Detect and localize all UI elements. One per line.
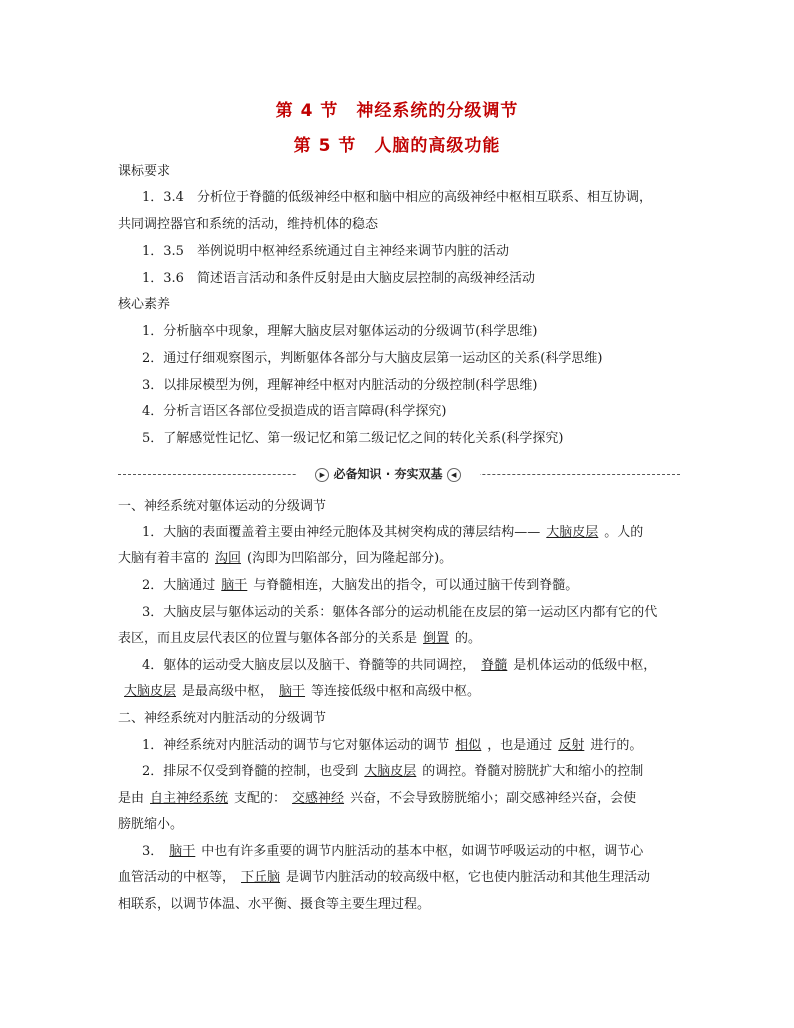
requirement-item: 共同调控器官和系统的活动，维持机体的稳态	[118, 217, 379, 232]
requirement-item: 1．3.4 分析位于脊髓的低级神经中枢和脑中相应的高级神经中枢相互联系、相互协调，	[142, 190, 652, 205]
paragraph-line: 相联系，以调节体温、水平衡、摄食等主要生理过程。	[118, 897, 431, 912]
paragraph-line: 血管活动的中枢等， 下丘脑 是调节内脏活动的较高级中枢，它也使内脏活动和其他生理活动	[118, 870, 651, 885]
blank-answer: 倒置	[423, 631, 450, 646]
part2-heading: 二、神经系统对内脏活动的分级调节	[118, 711, 327, 726]
banner-text: 必备知识 · 夯实双基	[333, 467, 443, 481]
blank-answer: 脑干	[169, 844, 196, 859]
section-5-name: 人脑的高级功能	[374, 136, 501, 156]
requirement-item: 1．3.6 简述语言活动和条件反射是由大脑皮层控制的高级神经活动	[142, 271, 535, 286]
paragraph-line: 大脑有着丰富的 沟回 (沟即为凹陷部分，回为隆起部分)。	[118, 551, 453, 566]
blank-answer: 大脑皮层	[124, 684, 177, 699]
part1-heading: 一、神经系统对躯体运动的分级调节	[118, 499, 327, 514]
literacy-item: 3．以排尿模型为例，理解神经中枢对内脏活动的分级控制(科学思维)	[142, 378, 538, 393]
paragraph-line: 3． 脑干 中也有许多重要的调节内脏活动的基本中枢，如调节呼吸运动的中枢，调节心	[142, 844, 644, 859]
requirement-item: 1．3.5 举例说明中枢神经系统通过自主神经来调节内脏的活动	[142, 244, 509, 259]
knowledge-banner	[296, 463, 480, 485]
paragraph-line: 3．大脑皮层与躯体运动的关系：躯体各部分的运动机能在皮层的第一运动区内都有它的代	[142, 605, 658, 620]
blank-answer: 脑干	[221, 578, 248, 593]
paragraph-line: 4．躯体的运动受大脑皮层以及脑干、脊髓等的共同调控， 脊髓 是机体运动的低级中枢，	[142, 658, 657, 673]
requirements-label: 课标要求	[118, 164, 171, 179]
paragraph-line: 膀胱缩小。	[118, 817, 184, 832]
literacy-item: 4．分析言语区各部位受损造成的语言障碍(科学探究)	[142, 404, 447, 419]
section-5-number: 第 5 节	[293, 136, 357, 156]
paragraph-line: 表区，而且皮层代表区的位置与躯体各部分的关系是 倒置 的。	[118, 631, 482, 646]
section-4-title	[0, 96, 794, 121]
arrow-right-circle-icon: ▶	[315, 468, 329, 482]
paragraph-line: 2．大脑通过 脑干 与脊髓相连，大脑发出的指令，可以通过脑干传到脊髓。	[142, 578, 579, 593]
paragraph-line: 大脑皮层 是最高级中枢， 脑干 等连接低级中枢和高级中枢。	[118, 683, 678, 701]
literacy-item: 1．分析脑卒中现象，理解大脑皮层对躯体运动的分级调节(科学思维)	[142, 324, 538, 339]
blank-answer: 脊髓	[481, 658, 508, 673]
blank-answer: 大脑皮层	[364, 764, 417, 779]
blank-answer: 自主神经系统	[150, 791, 229, 806]
blank-answer: 反射	[558, 738, 585, 753]
blank-answer: 沟回	[215, 551, 242, 566]
literacy-label: 核心素养	[118, 297, 171, 312]
blank-answer: 脑干	[279, 684, 306, 699]
blank-answer: 下丘脑	[241, 870, 281, 885]
arrow-left-circle-icon: ◀	[447, 468, 461, 482]
literacy-item: 5．了解感觉性记忆、第一级记忆和第二级记忆之间的转化关系(科学探究)	[142, 431, 564, 446]
blank-answer: 相似	[455, 738, 482, 753]
blank-answer: 大脑皮层	[546, 525, 599, 540]
paragraph-line: 1．神经系统对内脏活动的调节与它对躯体运动的调节 相似 ，也是通过 反射 进行的。	[142, 738, 643, 753]
blank-answer: 交感神经	[292, 791, 345, 806]
paragraph-line: 是由 自主神经系统 支配的： 交感神经 兴奋，不会导致膀胱缩小；副交感神经兴奋，会使	[118, 791, 637, 806]
section-4-number: 第 4 节	[275, 101, 339, 121]
literacy-item: 2．通过仔细观察图示，判断躯体各部分与大脑皮层第一运动区的关系(科学思维)	[142, 351, 603, 366]
section-4-name: 神经系统的分级调节	[356, 101, 519, 121]
paragraph-line: 2．排尿不仅受到脊髓的控制，也受到 大脑皮层 的调控。脊髓对膀胱扩大和缩小的控制	[142, 764, 644, 779]
section-5-title	[0, 131, 794, 156]
paragraph-line: 1．大脑的表面覆盖着主要由神经元胞体及其树突构成的薄层结构—— 大脑皮层 。人的	[142, 525, 644, 540]
